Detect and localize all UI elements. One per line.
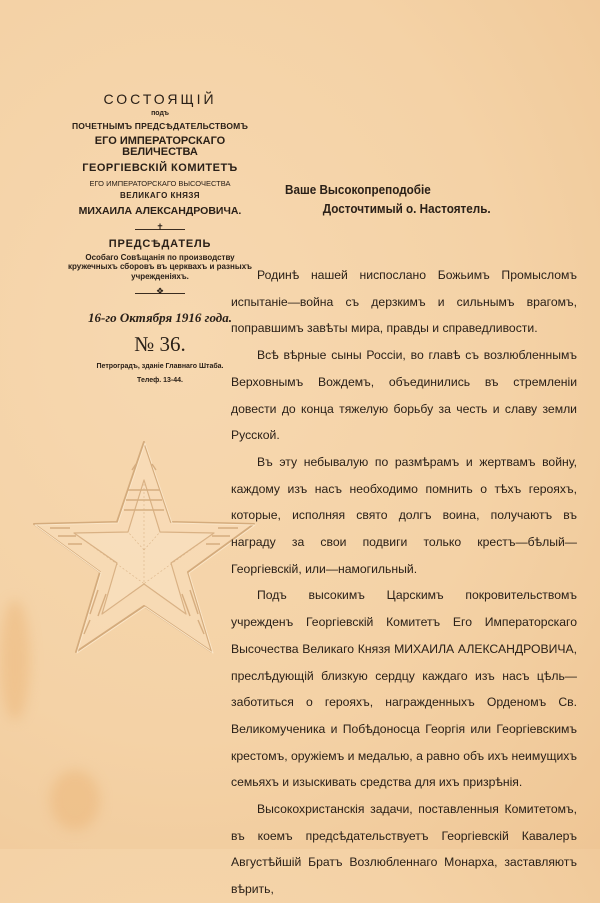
letter-date: 16-го Октября 1916 года. [88, 310, 232, 326]
letterhead-line-under: подъ [151, 110, 169, 117]
letterhead-line-his-majesty: ЕГО ИМПЕРАТОРСКАГО ВЕЛИЧЕСТВА [94, 134, 226, 158]
letterhead-line-grand-duke: ВЕЛИКАГО КНЯЗЯ [120, 191, 200, 200]
letterhead-committee-name: ГЕОРГІЕВСКІЙ КОМИТЕТЪ [82, 161, 238, 174]
letterhead [60, 92, 260, 384]
cross-icon: ✝ [156, 221, 164, 232]
body-paragraph: Въ эту небывалую по размѣрамъ и жертвамъ войну, каждому изъ насъ необходимо помнить о тѣхъ герояхъ, которые, исполняя свято долгъ воина, получаютъ въ награду за свои подвиги только крестъ—бѣлый—Георгіевскій, или—намогильный. [231, 454, 577, 576]
floral-ornament-divider [135, 286, 185, 297]
salutation [285, 180, 491, 218]
chairman-title: ПРЕДСѢДАТЕЛЬ [108, 237, 212, 250]
salutation-line-1: Ваше Высокопреподобіе [285, 182, 431, 197]
body-paragraph: Всѣ вѣрные сыны Россіи, во главѣ съ возлюбленнымъ Верховнымъ Вождемъ, объединились въ стремленіи довести до конца тяжелую борьбу за честь и славу земли Русской. [231, 348, 577, 443]
letterhead-line-honorary-chair: ПОЧЕТНЫМЪ ПРЕДСѢДАТЕЛЬСТВОМЪ [71, 121, 249, 131]
letter-phone: Телеф. 13-44. [137, 377, 183, 385]
letter-number: № 36. [134, 332, 186, 357]
floral-icon: ❖ [155, 286, 165, 297]
letterhead-line-his-highness: ЕГО ИМПЕРАТОРСКАГО ВЫСОЧЕСТВА [89, 178, 231, 188]
body-paragraph: Подъ высокимъ Царскимъ покровительствомъ учрежденъ Георгіевскій Комитетъ Его Императорскаго Высочества Великаго Князя МИХАИЛА АЛЕКСАНДРОВИЧА, преслѣдующій близкую сердцу каждаго изъ насъ цѣль—заботиться о герояхъ, награжденныхъ Орденомъ Св. Великомученика и Побѣдоносца Георгія или Георгіевскимъ крестомъ, оружіемъ и медалью, а равно объ ихъ неимущихъ семьяхъ и изыскивать средства для ихъ призрѣнія. [231, 588, 577, 790]
cross-ornament-divider [135, 221, 185, 233]
chairman-description: Особаго Совѣщанія по производству кружечныхъ сборовъ въ церквахъ и разныхъ учрежденіяхъ. [68, 252, 252, 281]
paper-stain [50, 770, 100, 830]
body-paragraph: Высокохристанскія задачи, поставленныя Комитетомъ, въ коемъ предсѣдательствуетъ Георгіевскій Кавалеръ Августѣйшій Братъ Возлюбленнаго Монарха, заставляютъ вѣрить, [231, 802, 577, 897]
letterhead-line-consisting: СОСТОЯЩІЙ [103, 91, 217, 107]
body-paragraph: Родинѣ нашей ниспослано Божьимъ Промысломъ испытаніе—война съ дерзкимъ и сильнымъ врагомъ, поправшимъ завѣты мира, правды и справедливости. [231, 268, 577, 336]
embossed-star-icon [28, 440, 260, 670]
paper-stain [0, 600, 30, 720]
letter-body [231, 262, 577, 903]
letter-address: Петроградъ, зданіе Главнаго Штаба. [96, 363, 224, 371]
salutation-line-2: Досточтимый о. Настоятель. [322, 201, 491, 216]
letterhead-line-mikhail: МИХАИЛА АЛЕКСАНДРОВИЧА. [78, 205, 242, 217]
